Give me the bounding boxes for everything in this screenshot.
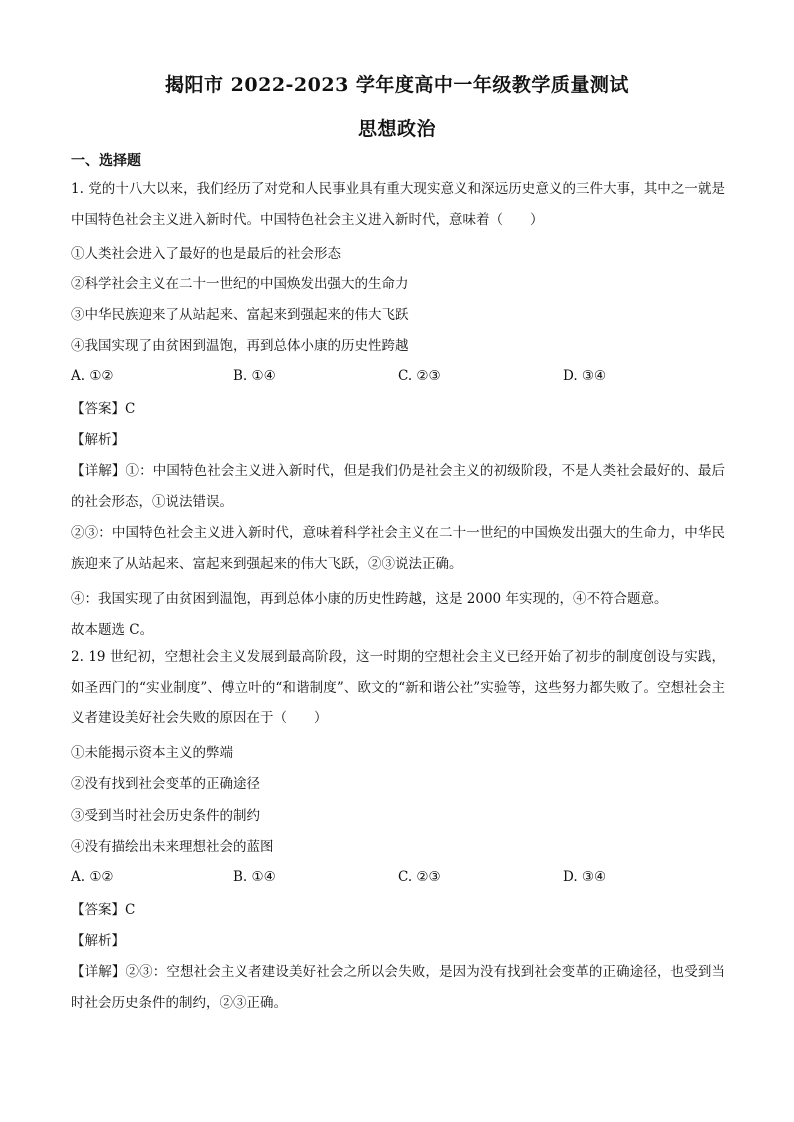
question-2-option-d: D. ③④	[563, 869, 607, 885]
question-2-options	[71, 869, 731, 889]
question-2-statement-2: ②没有找到社会变革的正确途径	[71, 776, 260, 792]
question-1-analysis-3: ④：我国实现了由贫困到温饱，再到总体小康的历史性跨越，这是 2000 年实现的，④不符合题意。	[71, 591, 668, 607]
question-1-stem: 1. 党的十八大以来，我们经历了对党和人民事业具有重大现实意义和深远历史意义的三件大事，其中之一就是中国特色社会主义进入新时代。中国特色社会主义进入新时代，意味着（ ）	[71, 181, 725, 228]
question-1-analysis-label: 【解析】	[71, 432, 125, 448]
question-2-stem: 2. 19 世纪初，空想社会主义发展到最高阶段，这一时期的空想社会主义已经开始了初步的制度创设与实践，如圣西门的“实业制度”、傅立叶的“和谐制度”、欧文的“新和谐公社”实验等，这些努力都失败了。空想社会主义者建设美好社会失败的原因在于（ ）	[71, 649, 725, 726]
question-1-statement-4: ④我国实现了由贫困到温饱，再到总体小康的历史性跨越	[71, 338, 409, 354]
section-heading: 一、选择题	[71, 153, 141, 169]
question-2-option-a: A. ①②	[71, 869, 114, 885]
question-2-analysis-label: 【解析】	[71, 933, 125, 949]
question-1-option-b: B. ①④	[233, 368, 276, 384]
question-1-statement-1: ①人类社会进入了最好的也是最后的社会形态	[71, 246, 341, 262]
question-1-option-d: D. ③④	[563, 368, 607, 384]
question-2-statement-4: ④没有描绘出未来理想社会的蓝图	[71, 839, 274, 855]
question-1-statement-2: ②科学社会主义在二十一世纪的中国焕发出强大的生命力	[71, 276, 409, 292]
subject-title: 思想政治	[357, 118, 436, 140]
question-2-statement-1: ①未能揭示资本主义的弊端	[71, 745, 233, 761]
question-2-option-c: C. ②③	[398, 869, 441, 885]
question-2-answer: 【答案】C	[71, 902, 136, 918]
question-1-statement-3: ③中华民族迎来了从站起来、富起来到强起来的伟大飞跃	[71, 307, 409, 323]
question-1-analysis-1: 【详解】①：中国特色社会主义进入新时代，但是我们仍是社会主义的初级阶段，不是人类社会最好的、最后的社会形态，①说法错误。	[71, 463, 725, 510]
question-1-answer: 【答案】C	[71, 401, 136, 417]
question-1-analysis-2: ②③：中国特色社会主义进入新时代，意味着科学社会主义在二十一世纪的中国焕发出强大的生命力，中华民族迎来了从站起来、富起来到强起来的伟大飞跃，②③说法正确。	[71, 525, 725, 572]
question-1-options	[71, 368, 731, 388]
question-2-statement-3: ③受到当时社会历史条件的制约	[71, 808, 260, 824]
document-title: 揭阳市 2022-2023 学年度高中一年级教学质量测试	[165, 74, 629, 96]
question-1-analysis-4: 故本题选 C。	[71, 622, 154, 638]
question-2-option-b: B. ①④	[233, 869, 276, 885]
question-1-option-a: A. ①②	[71, 368, 114, 384]
question-1-option-c: C. ②③	[398, 368, 441, 384]
question-2-analysis-1: 【详解】②③：空想社会主义者建设美好社会之所以会失败，是因为没有找到社会变革的正确途径，也受到当时社会历史条件的制约，②③正确。	[71, 964, 725, 1011]
